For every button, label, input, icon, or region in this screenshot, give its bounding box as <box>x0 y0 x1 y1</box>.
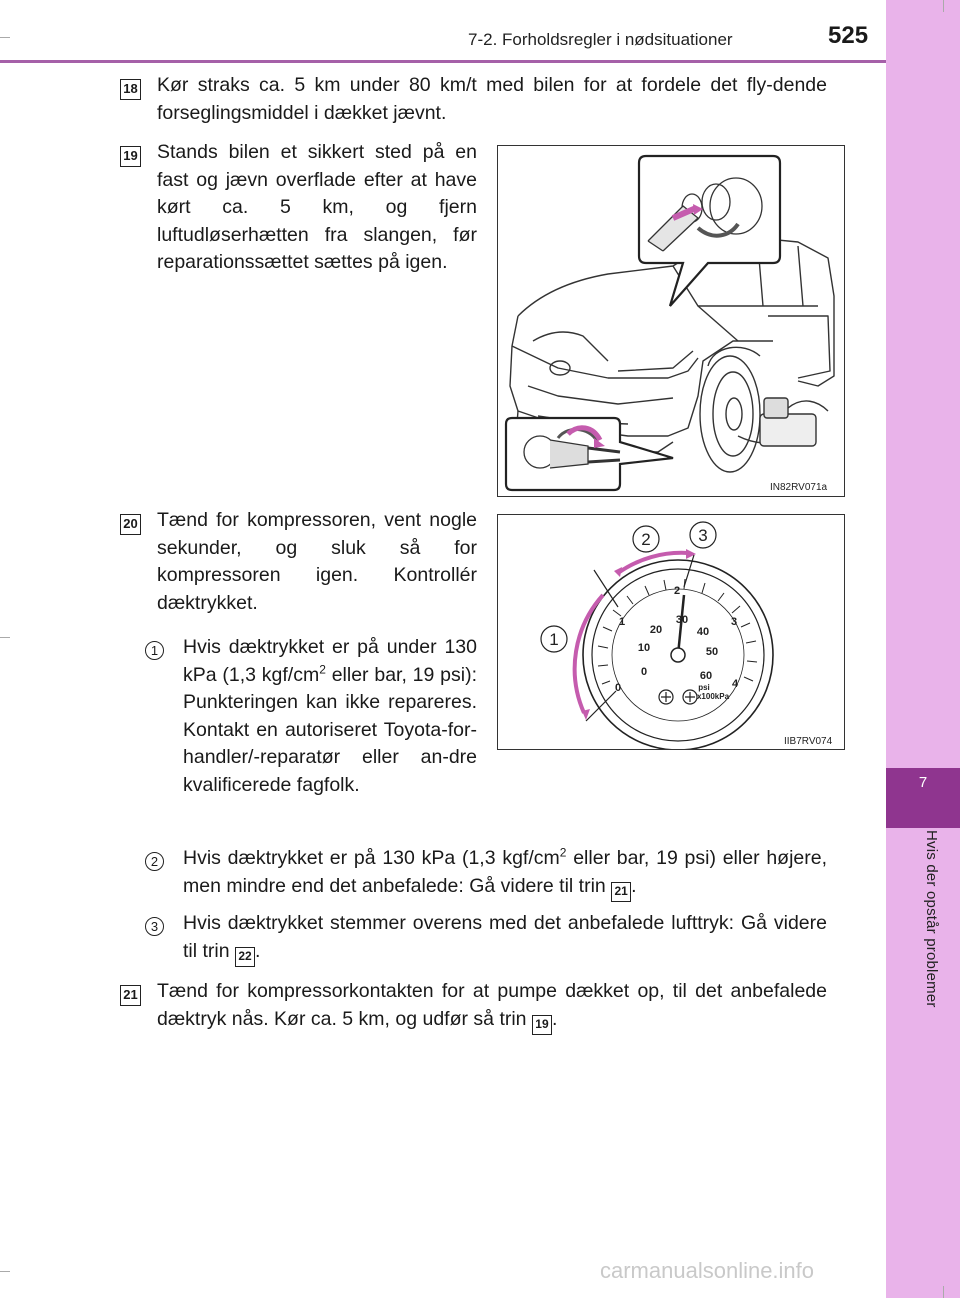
step-ref-22[interactable]: 22 <box>235 947 255 967</box>
chapter-number-badge <box>886 768 960 828</box>
sub-item-1-text-b: eller bar, 19 psi): Punkteringen kan ikke repareres. Kontakt en autoriseret Toyota-for-handler/-reparatør eller an-dre kvalificerede fagfolk. <box>183 663 477 796</box>
figure-code: IIB7RV074 <box>784 736 833 747</box>
step-21-text-b: . <box>551 1007 558 1030</box>
gauge-inner-label: 60 <box>699 670 713 682</box>
gauge-outer-label: 4 <box>731 678 739 690</box>
step-number-21: 21 <box>120 985 141 1006</box>
superscript: 2 <box>319 662 326 676</box>
gauge-unit-psi: psi <box>698 683 710 692</box>
sub-item-2-text-b: eller bar, 19 psi) eller højere, men mindre end det anbefalede: Gå videre til trin <box>183 847 828 897</box>
crop-mark <box>0 1271 10 1272</box>
sub-item-2-text-c: . <box>631 874 637 897</box>
step-number-18: 18 <box>120 79 141 100</box>
sub-item-marker-1: 1 <box>145 641 164 660</box>
sub-item-1-text-a: Hvis dæktrykket er på under 130 kPa (1,3 kgf/cm <box>183 636 477 686</box>
sub-item-2-text-a: Hvis dæktrykket er på 130 kPa (1,3 kgf/cm <box>183 847 560 869</box>
section-title: 7-2. Forholdsregler i nødsituationer <box>468 30 733 49</box>
gauge-callout-1: 1 <box>549 630 559 649</box>
gauge-callout-2: 2 <box>641 530 651 549</box>
car-repair-kit-figure <box>497 145 845 497</box>
step-21-text <box>157 978 827 1035</box>
chapter-title: Hvis der opstår problemer <box>923 830 940 1008</box>
sub-item-1-text <box>183 634 477 799</box>
gauge-inner-label: 0 <box>640 666 648 678</box>
page-number: 525 <box>828 22 869 49</box>
gauge-inner-label: 10 <box>637 642 651 654</box>
sub-item-3-text-a: Hvis dæktrykket stemmer overens med det anbefalede lufttryk: Gå videre til trin <box>183 912 827 962</box>
step-21-text-a: Tænd for kompressorkontakten for at pumpe dækket op, til det anbefalede dæktryk nås. Kør ca. 5 km, og udfør så trin <box>157 980 827 1030</box>
gauge-outer-label: 0 <box>614 682 622 694</box>
gauge-inner-label: 20 <box>649 624 663 636</box>
crop-mark <box>943 0 944 12</box>
step-number-19: 19 <box>120 146 141 167</box>
gauge-unit-kpa: x100kPa <box>696 692 730 701</box>
watermark: carmanualsonline.info <box>600 1258 815 1283</box>
sub-item-2-text <box>183 845 827 902</box>
crop-mark <box>0 37 10 38</box>
crop-mark <box>0 637 10 638</box>
gauge-outer-label: 2 <box>673 585 681 597</box>
chapter-number: 7 <box>918 774 928 791</box>
car-illustration <box>498 146 844 496</box>
sub-item-3-text <box>183 910 827 967</box>
sub-item-marker-2: 2 <box>145 852 164 871</box>
crop-mark <box>943 1286 944 1298</box>
figure-code: IN82RV071a <box>770 482 828 493</box>
header-rule <box>0 60 886 63</box>
step-19-text: Stands bilen et sikkert sted på en fast og jævn overflade efter at have kørt ca. 5 km, og fjern luftudløserhætten fra slangen, før reparationssættet sættes på igen. <box>157 141 477 273</box>
step-20-text: Tænd for kompressoren, vent nogle sekunder, og sluk så for kompressoren igen. Kontrollér dæktrykket. <box>157 509 477 614</box>
gauge-callout-3: 3 <box>698 526 708 545</box>
superscript: 2 <box>559 845 567 860</box>
sub-item-marker-3: 3 <box>145 917 164 936</box>
step-18-text: Kør straks ca. 5 km under 80 km/t med bilen for at fordele det fly-dende forseglingsmiddel i dækket jævnt. <box>157 74 827 124</box>
sub-item-3-text-b: . <box>255 939 261 962</box>
gauge-inner-label: 40 <box>696 626 710 638</box>
step-number-20: 20 <box>120 514 141 535</box>
step-ref-21[interactable]: 21 <box>611 882 631 902</box>
gauge-inner-label: 30 <box>675 614 689 626</box>
pressure-gauge-figure <box>497 514 845 750</box>
pressure-gauge-illustration <box>498 515 844 749</box>
gauge-inner-label: 50 <box>705 646 719 658</box>
gauge-outer-label: 1 <box>618 616 626 628</box>
step-ref-19[interactable]: 19 <box>532 1015 552 1035</box>
gauge-outer-label: 3 <box>730 616 738 628</box>
